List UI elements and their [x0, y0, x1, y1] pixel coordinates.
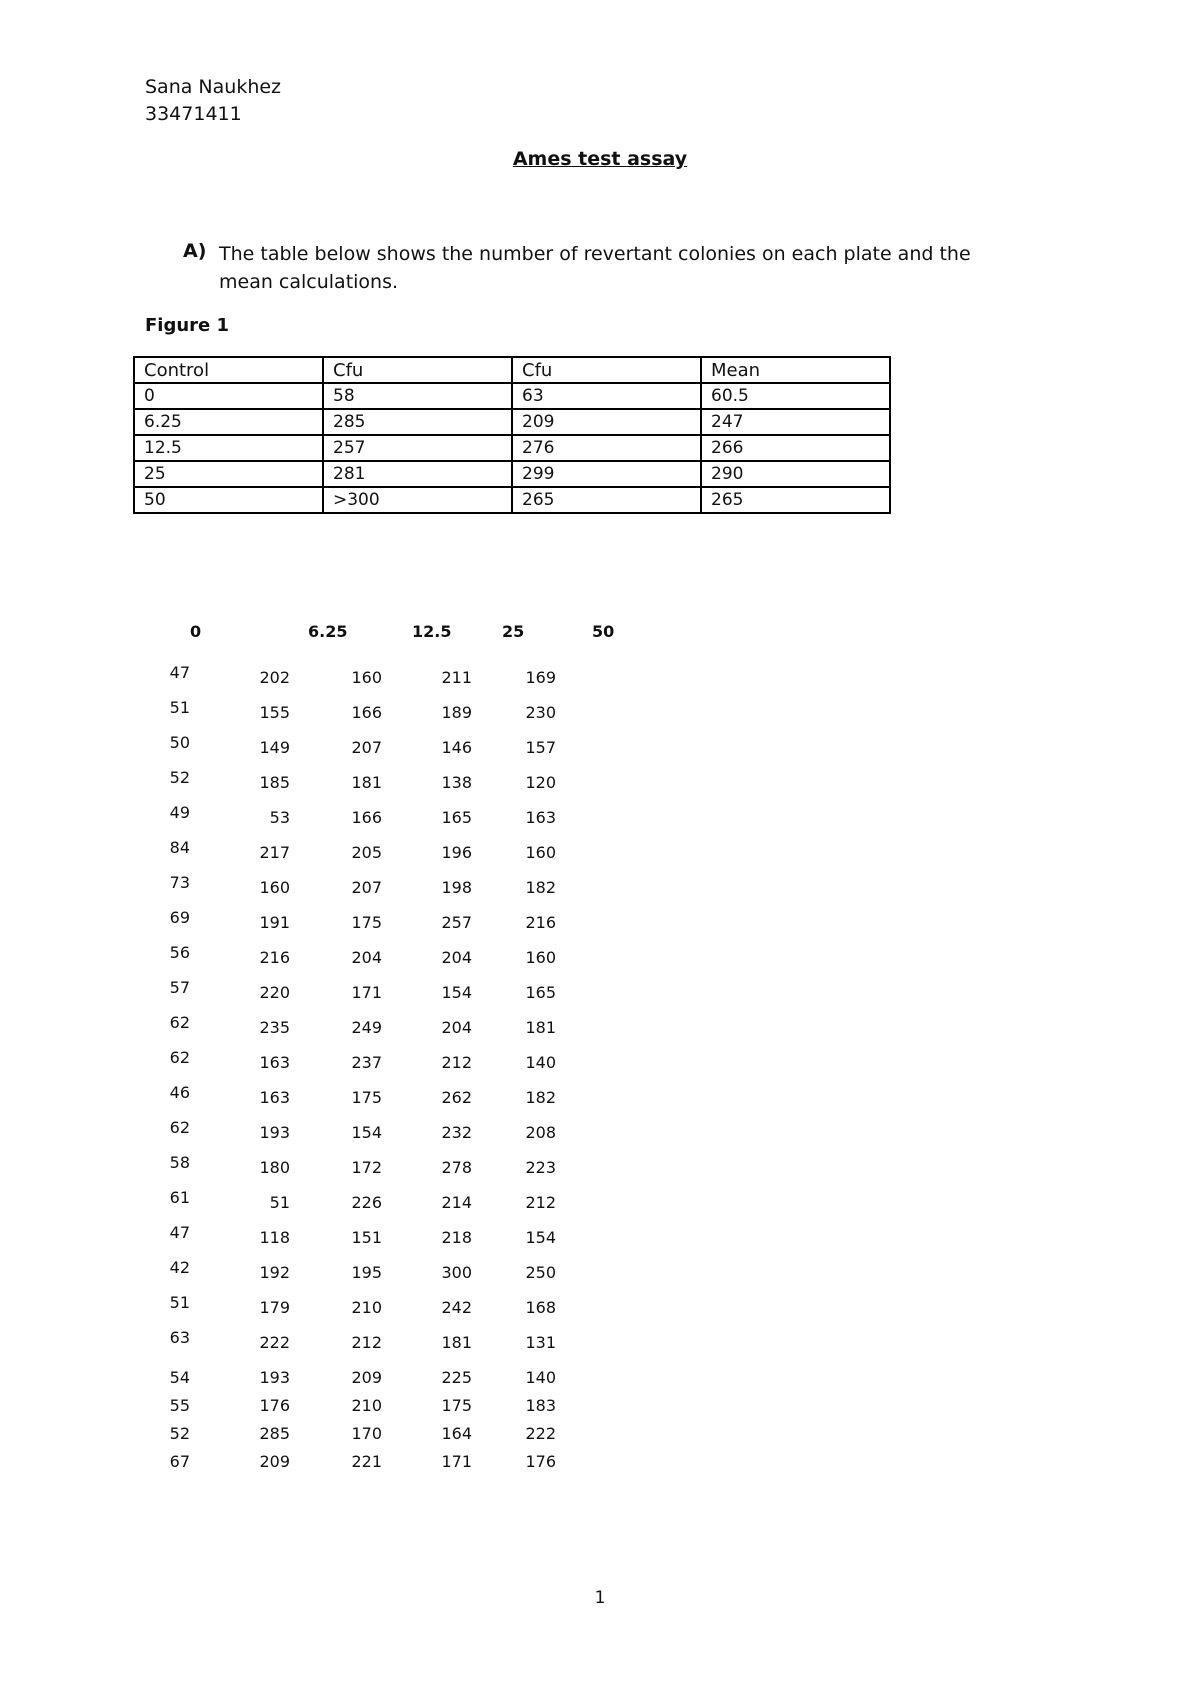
- raw-cell: 212: [351, 1333, 382, 1352]
- summary-cell: 265: [701, 487, 890, 513]
- raw-cell: 138: [441, 773, 472, 792]
- raw-cell: 160: [351, 668, 382, 687]
- raw-cell: 52: [169, 1424, 190, 1443]
- student-id: 33471411: [145, 103, 242, 125]
- raw-cell: 198: [441, 878, 472, 897]
- raw-cell: 181: [441, 1333, 472, 1352]
- raw-cell: 155: [259, 703, 290, 722]
- raw-cell: 131: [525, 1333, 556, 1352]
- raw-cell: 207: [351, 878, 382, 897]
- raw-cell: 191: [259, 913, 290, 932]
- raw-cell: 170: [351, 1424, 382, 1443]
- raw-cell: 300: [441, 1263, 472, 1282]
- raw-cell: 216: [259, 948, 290, 967]
- raw-cell: 149: [259, 738, 290, 757]
- raw-cell: 202: [259, 668, 290, 687]
- raw-cell: 180: [259, 1158, 290, 1177]
- summary-cell: 285: [323, 409, 512, 435]
- raw-cell: 176: [525, 1452, 556, 1471]
- raw-cell: 47: [169, 663, 190, 682]
- raw-cell: 166: [351, 808, 382, 827]
- summary-cell: 12.5: [134, 435, 323, 461]
- raw-cell: 140: [525, 1053, 556, 1072]
- raw-cell: 216: [525, 913, 556, 932]
- raw-cell: 222: [525, 1424, 556, 1443]
- raw-cell: 192: [259, 1263, 290, 1282]
- raw-cell: 225: [441, 1368, 472, 1387]
- raw-cell: 205: [351, 843, 382, 862]
- raw-cell: 151: [351, 1228, 382, 1247]
- raw-cell: 171: [441, 1452, 472, 1471]
- raw-cell: 195: [351, 1263, 382, 1282]
- summary-cell: 276: [512, 435, 701, 461]
- question-text: The table below shows the number of revertant colonies on each plate and the mean calculations.: [219, 243, 971, 293]
- raw-cell: 166: [351, 703, 382, 722]
- raw-cell: 62: [169, 1013, 190, 1032]
- raw-cell: 175: [351, 1088, 382, 1107]
- summary-header-cell: Control: [134, 357, 323, 383]
- raw-cell: 42: [169, 1258, 190, 1277]
- raw-cell: 51: [169, 1293, 190, 1312]
- raw-cell: 257: [441, 913, 472, 932]
- question-letter: A): [183, 240, 207, 262]
- raw-cell: 163: [259, 1053, 290, 1072]
- raw-cell: 208: [525, 1123, 556, 1142]
- raw-cell: 189: [441, 703, 472, 722]
- raw-cell: 120: [525, 773, 556, 792]
- summary-cell: 60.5: [701, 383, 890, 409]
- raw-cell: 51: [169, 698, 190, 717]
- raw-cell: 169: [525, 668, 556, 687]
- raw-cell: 232: [441, 1123, 472, 1142]
- raw-cell: 51: [269, 1193, 290, 1212]
- raw-cell: 67: [169, 1452, 190, 1471]
- raw-cell: 118: [259, 1228, 290, 1247]
- figure-label: Figure 1: [145, 315, 230, 336]
- raw-cell: 214: [441, 1193, 472, 1212]
- raw-cell: 54: [169, 1368, 190, 1387]
- raw-cell: 204: [351, 948, 382, 967]
- summary-cell: 209: [512, 409, 701, 435]
- raw-cell: 212: [441, 1053, 472, 1072]
- raw-cell: 175: [441, 1396, 472, 1415]
- raw-column-header: 12.5: [412, 622, 452, 641]
- raw-cell: 235: [259, 1018, 290, 1037]
- raw-cell: 160: [525, 843, 556, 862]
- summary-header-cell: Cfu: [323, 357, 512, 383]
- raw-cell: 165: [441, 808, 472, 827]
- raw-cell: 210: [351, 1396, 382, 1415]
- raw-cell: 262: [441, 1088, 472, 1107]
- raw-cell: 157: [525, 738, 556, 757]
- summary-cell: 257: [323, 435, 512, 461]
- raw-cell: 163: [525, 808, 556, 827]
- raw-cell: 237: [351, 1053, 382, 1072]
- raw-cell: 165: [525, 983, 556, 1002]
- raw-cell: 221: [351, 1452, 382, 1471]
- raw-cell: 84: [169, 838, 190, 857]
- summary-cell: 266: [701, 435, 890, 461]
- raw-cell: 52: [169, 768, 190, 787]
- raw-cell: 49: [169, 803, 190, 822]
- summary-table: [133, 356, 891, 514]
- raw-cell: 55: [169, 1396, 190, 1415]
- page-number: 1: [594, 1588, 606, 1608]
- raw-cell: 193: [259, 1123, 290, 1142]
- raw-cell: 154: [351, 1123, 382, 1142]
- raw-cell: 223: [525, 1158, 556, 1177]
- document-title: Ames test assay: [512, 148, 688, 170]
- raw-cell: 285: [259, 1424, 290, 1443]
- summary-header-row: [134, 357, 890, 383]
- raw-column-header: 50: [592, 622, 615, 641]
- raw-cell: 204: [441, 1018, 472, 1037]
- raw-cell: 249: [351, 1018, 382, 1037]
- raw-column-header: 25: [502, 622, 525, 641]
- raw-cell: 160: [525, 948, 556, 967]
- summary-cell: 58: [323, 383, 512, 409]
- raw-cell: 160: [259, 878, 290, 897]
- summary-header-cell: Cfu: [512, 357, 701, 383]
- raw-cell: 175: [351, 913, 382, 932]
- raw-cell: 278: [441, 1158, 472, 1177]
- raw-cell: 181: [525, 1018, 556, 1037]
- raw-cell: 182: [525, 1088, 556, 1107]
- raw-cell: 50: [169, 733, 190, 752]
- summary-row: [134, 487, 890, 513]
- raw-cell: 193: [259, 1368, 290, 1387]
- raw-cell: 62: [169, 1048, 190, 1067]
- raw-cell: 183: [525, 1396, 556, 1415]
- raw-column-header: 6.25: [308, 622, 348, 641]
- summary-header-cell: Mean: [701, 357, 890, 383]
- raw-cell: 46: [169, 1083, 190, 1102]
- raw-cell: 209: [259, 1452, 290, 1471]
- summary-cell: >300: [323, 487, 512, 513]
- raw-cell: 211: [441, 668, 472, 687]
- raw-cell: 62: [169, 1118, 190, 1137]
- summary-cell: 299: [512, 461, 701, 487]
- raw-cell: 164: [441, 1424, 472, 1443]
- raw-cell: 53: [269, 808, 290, 827]
- raw-cell: 171: [351, 983, 382, 1002]
- raw-cell: 176: [259, 1396, 290, 1415]
- summary-cell: 6.25: [134, 409, 323, 435]
- raw-cell: 163: [259, 1088, 290, 1107]
- raw-cell: 140: [525, 1368, 556, 1387]
- raw-cell: 168: [525, 1298, 556, 1317]
- raw-cell: 217: [259, 843, 290, 862]
- raw-cell: 56: [169, 943, 190, 962]
- summary-cell: 25: [134, 461, 323, 487]
- raw-cell: 207: [351, 738, 382, 757]
- raw-cell: 154: [525, 1228, 556, 1247]
- raw-cell: 218: [441, 1228, 472, 1247]
- author-name: Sana Naukhez: [145, 76, 282, 98]
- summary-row: [134, 435, 890, 461]
- raw-cell: 250: [525, 1263, 556, 1282]
- raw-cell: 57: [169, 978, 190, 997]
- raw-cell: 226: [351, 1193, 382, 1212]
- summary-row: [134, 409, 890, 435]
- raw-cell: 204: [441, 948, 472, 967]
- summary-row: [134, 461, 890, 487]
- raw-cell: 220: [259, 983, 290, 1002]
- raw-cell: 210: [351, 1298, 382, 1317]
- summary-cell: 281: [323, 461, 512, 487]
- raw-cell: 63: [169, 1328, 190, 1347]
- raw-cell: 212: [525, 1193, 556, 1212]
- raw-cell: 154: [441, 983, 472, 1002]
- raw-cell: 146: [441, 738, 472, 757]
- summary-cell: 50: [134, 487, 323, 513]
- raw-cell: 230: [525, 703, 556, 722]
- summary-cell: 265: [512, 487, 701, 513]
- raw-cell: 73: [169, 873, 190, 892]
- summary-cell: 247: [701, 409, 890, 435]
- raw-cell: 209: [351, 1368, 382, 1387]
- raw-cell: 242: [441, 1298, 472, 1317]
- raw-cell: 181: [351, 773, 382, 792]
- raw-cell: 222: [259, 1333, 290, 1352]
- summary-cell: 63: [512, 383, 701, 409]
- raw-cell: 196: [441, 843, 472, 862]
- raw-cell: 179: [259, 1298, 290, 1317]
- summary-cell: 290: [701, 461, 890, 487]
- raw-column-header: 0: [190, 622, 202, 641]
- raw-cell: 58: [169, 1153, 190, 1172]
- raw-cell: 61: [169, 1188, 190, 1207]
- raw-cell: 182: [525, 878, 556, 897]
- summary-cell: 0: [134, 383, 323, 409]
- raw-cell: 47: [169, 1223, 190, 1242]
- raw-cell: 185: [259, 773, 290, 792]
- raw-cell: 69: [169, 908, 190, 927]
- raw-cell: 172: [351, 1158, 382, 1177]
- summary-row: [134, 383, 890, 409]
